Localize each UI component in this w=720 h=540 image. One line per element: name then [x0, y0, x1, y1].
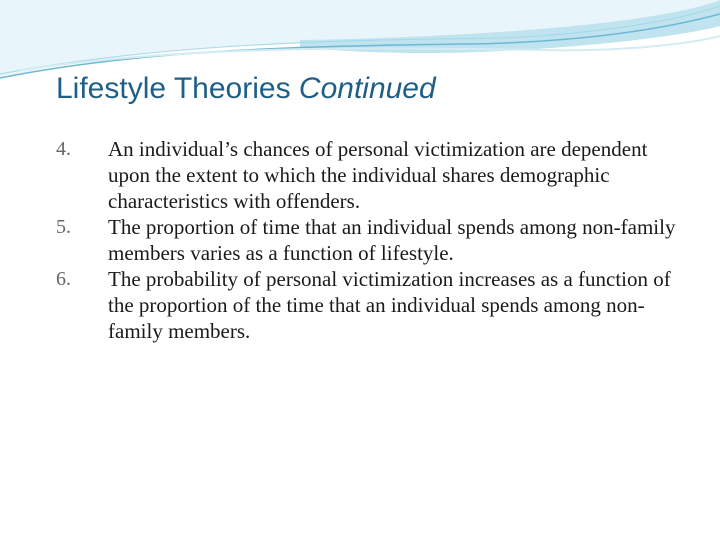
item-text: The probability of personal victimization increases as a function of the proportion of the time that an individual spends among non-family members.	[108, 267, 671, 343]
item-number: 6.	[56, 268, 71, 290]
item-text: The proportion of time that an individual spends among non-family members varies as a function of lifestyle.	[108, 215, 676, 265]
item-text: An individual’s chances of personal victimization are dependent upon the extent to which the individual shares demographic characteristics with offenders.	[108, 137, 648, 213]
theory-list	[56, 136, 676, 344]
list-item	[56, 136, 676, 214]
title-main: Lifestyle Theories	[56, 72, 299, 105]
list-item	[56, 266, 676, 344]
slide-title	[56, 72, 436, 106]
item-number: 5.	[56, 216, 71, 238]
list-item	[56, 214, 676, 266]
item-number: 4.	[56, 138, 71, 160]
title-emphasis: Continued	[298, 72, 436, 105]
